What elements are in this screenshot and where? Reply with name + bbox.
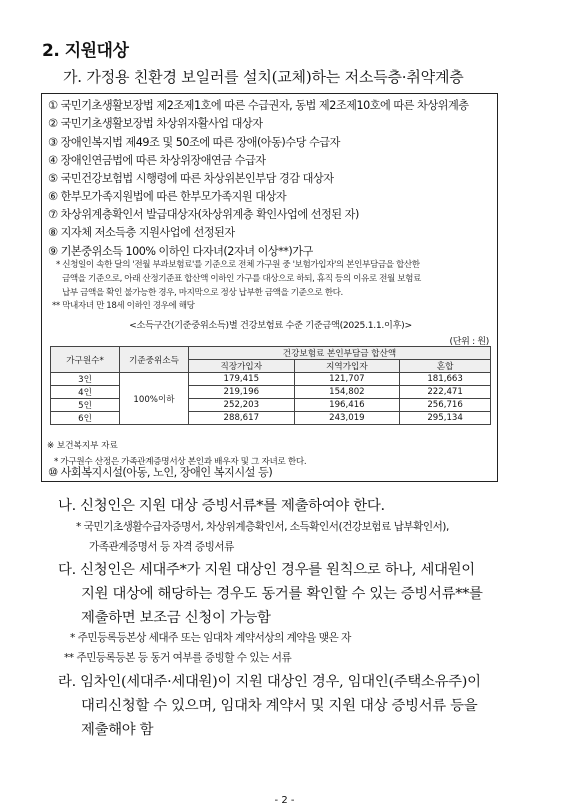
cell-value: 252,203	[189, 399, 295, 412]
cell-household: 3인	[51, 373, 120, 386]
eligibility-item-6: ⑥ 한부모가족지원법에 따른 한부모가족지원 대상자	[48, 190, 287, 203]
subcol-mixed: 혼합	[400, 360, 491, 373]
cell-value: 154,802	[294, 386, 400, 399]
item-ra-line-3: 제출해야 함	[81, 722, 154, 738]
eligibility-box	[41, 93, 498, 482]
note-1-line-2: 금액을 기준으로, 아래 산정기준표 합산액 이하인 가구를 대상으로 하되, 휴직 등의 이유로 전월 보험료	[62, 274, 421, 284]
cell-value: 222,471	[400, 386, 491, 399]
section-title: 2. 지원대상	[42, 41, 129, 61]
note-da-2: ** 주민등록등본 등 동거 여부를 증빙할 수 있는 서류	[64, 652, 292, 664]
item-ga: 가. 가정용 친환경 보일러를 설치(교체)하는 저소득층·취약계층	[63, 68, 464, 86]
note-1-line-1: * 신청일이 속한 달의 '전월 부과보험료'를 기준으로 전체 가구원 중 '보험가입자'의 본인부담금을 합산한	[56, 260, 420, 270]
eligibility-item-2: ② 국민기초생활보장법 차상위자활사업 대상자	[48, 117, 263, 130]
table-unit: (단위 : 원)	[449, 337, 489, 347]
eligibility-item-1: ① 국민기초생활보장법 제2조제1호에 따른 수급권자, 동법 제2조제10호에 따른 차상위계층	[48, 99, 469, 112]
table-source: ※ 보건복지부 자료	[47, 441, 118, 451]
col-group: 건강보험료 본인부담금 합산액	[189, 347, 491, 360]
note-1-line-3: 납부 금액을 확인 불가능한 경우, 마지막으로 정상 납부한 금액을 기준으로 한다.	[62, 288, 343, 298]
item-da-line-3: 제출하면 보조금 신청이 가능함	[81, 610, 271, 626]
table-row	[51, 373, 491, 386]
cell-median: 100%이하	[120, 373, 189, 425]
cell-value: 256,716	[400, 399, 491, 412]
eligibility-item-4: ④ 장애인연금법에 따른 차상위장애연금 수급자	[48, 154, 266, 167]
note-da-1: * 주민등록등본상 세대주 또는 임대차 계약서상의 계약을 맺은 자	[70, 632, 351, 644]
eligibility-item-9: ⑨ 기본중위소득 100% 이하인 다자녀(2자녀 이상**)가구	[48, 245, 313, 258]
eligibility-item-5: ⑤ 국민건강보험법 시행령에 따른 차상위본인부담 경감 대상자	[48, 172, 334, 185]
cell-value: 288,617	[189, 412, 295, 425]
item-ra-line-1: 라. 임차인(세대주·세대원)이 지원 대상인 경우, 임대인(주택소유주)이	[58, 674, 481, 690]
cell-value: 179,415	[189, 373, 295, 386]
cell-value: 196,416	[294, 399, 400, 412]
subcol-employee: 직장가입자	[189, 360, 295, 373]
subcol-regional: 지역가입자	[294, 360, 400, 373]
page-number: - 2 -	[274, 795, 295, 806]
cell-value: 295,134	[400, 412, 491, 425]
col-median: 기준중위소득	[120, 347, 189, 373]
cell-value: 121,707	[294, 373, 400, 386]
note-na-line-1: * 국민기초생활수급자증명서, 차상위계층확인서, 소득확인서(건강보험료 납부확인서),	[76, 521, 449, 533]
note-na-line-2: 가족관계증명서 등 자격 증빙서류	[89, 541, 234, 553]
table-row	[51, 412, 491, 425]
cell-household: 4인	[51, 386, 120, 399]
table-caption: <소득구간(기준중위소득)별 건강보험료 수준 기준금액(2025.1.1.이후)>	[129, 320, 412, 331]
col-household: 가구원수*	[51, 347, 120, 373]
cell-value: 243,019	[294, 412, 400, 425]
item-na: 나. 신청인은 지원 대상 증빙서류*를 제출하여야 한다.	[58, 498, 385, 514]
cell-value: 219,196	[189, 386, 295, 399]
cell-value: 181,663	[400, 373, 491, 386]
eligibility-item-3: ③ 장애인복지법 제49조 및 50조에 따른 장애(아동)수당 수급자	[48, 136, 340, 149]
table-footnote: * 가구원수 산정은 가족관계증명서상 본인과 배우자 및 그 자녀로 한다.	[54, 457, 307, 467]
eligibility-item-10: ⑩ 사회복지시설(아동, 노인, 장애인 복지시설 등)	[48, 466, 273, 479]
table-row	[51, 386, 491, 399]
item-ra-line-2: 대리신청할 수 있으며, 임대차 계약서 및 지원 대상 증빙서류 등을	[81, 698, 478, 714]
eligibility-item-8: ⑧ 지자체 저소득층 지원사업에 선정된자	[48, 226, 235, 239]
premium-table	[50, 346, 491, 425]
cell-household: 6인	[51, 412, 120, 425]
cell-household: 5인	[51, 399, 120, 412]
item-da-line-2: 지원 대상에 해당하는 경우도 동거를 확인할 수 있는 증빙서류**를	[81, 586, 483, 602]
note-2: ** 막내자녀 만 18세 이하인 경우에 해당	[52, 301, 195, 311]
item-da-line-1: 다. 신청인은 세대주*가 지원 대상인 경우를 원칙으로 하나, 세대원이	[58, 562, 475, 578]
table-row	[51, 399, 491, 412]
eligibility-item-7: ⑦ 차상위계층확인서 발급대상자(차상위계층 확인사업에 선정된 자)	[48, 208, 359, 221]
